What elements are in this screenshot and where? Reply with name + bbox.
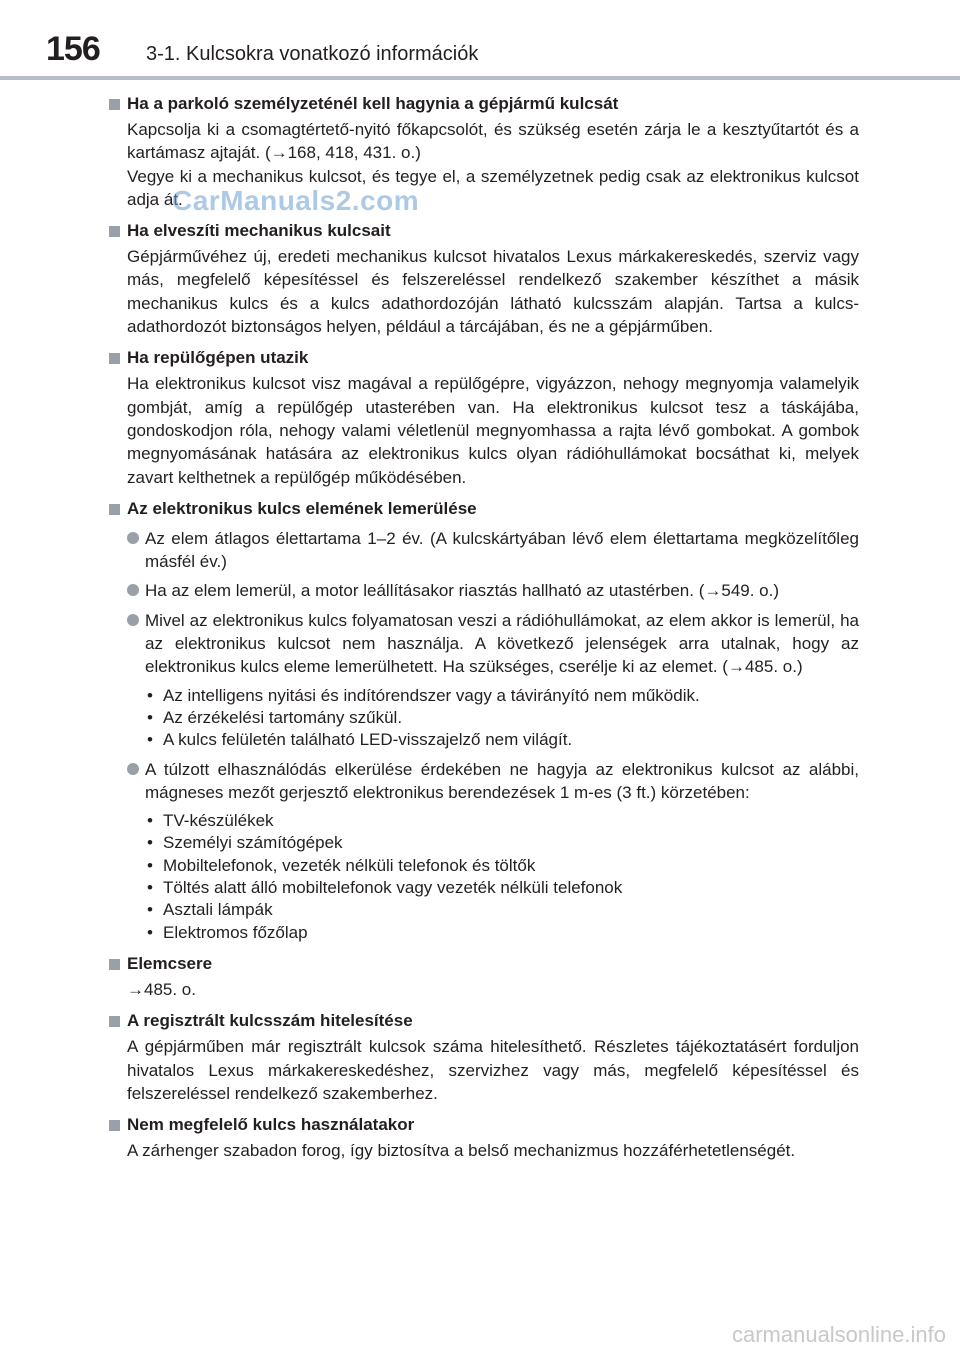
section-title: 3-1. Kulcsokra vonatkozó információk: [146, 43, 479, 65]
square-bullet-icon: [109, 226, 120, 237]
section-heading: Elemcsere: [127, 953, 213, 973]
section-heading: Ha repülőgépen utazik: [127, 348, 309, 368]
page-header: [0, 0, 960, 80]
bullet-item: • A kulcs felületén található LED-visszajelző nem világít.: [147, 730, 573, 750]
section-wrong-key: [107, 1113, 859, 1162]
square-bullet-icon: [109, 1120, 120, 1131]
paragraph: Gépjárművéhez új, eredeti mechanikus kulcsot hivatalos Lexus márkakereskedés, szerviz vagy más, megfelelő képesítéssel és felszereléssel rendelkező szakember készíthet a másik mechanikus kulcs és a kulcs adathordozóján látható kulcsszám alapján. Tartsa a kulcs-adathordozót biztonságos helyen, például a tárcájában, és ne a gépjárműben.: [127, 247, 859, 337]
list-item: Mivel az elektronikus kulcs folyamatosan veszi a rádióhullámokat, az elem akkor is lemerül, ha az elektronikus kulcsot nem használja. A következő jelenségek arra utalnak, hogy az elektronikus kulcs eleme lemerülhetett. Ha szükséges, cserélje ki az elemet. (→485. o.) • Az intelligens nyitási és indítórendszer vagy a távirányító nem működik. • Az érzékelési tartomány szűkül. • A kulcs felületén található LED-visszajelző nem világít.: [107, 609, 859, 752]
list-item: Az elem átlagos élettartama 1–2 év. (A kulcskártyában lévő elem élettartama megközelítőleg másfél év.): [107, 527, 859, 574]
section-battery-replacement: [107, 952, 859, 1001]
page-number: 156: [46, 30, 100, 68]
list-item: Ha az elem lemerül, a motor leállításakor riasztás hallható az utastérben. (→549. o.): [107, 579, 859, 602]
section-heading: Nem megfelelő kulcs használatakor: [127, 1115, 415, 1135]
footer-watermark: carmanualsonline.info: [731, 1322, 946, 1347]
bullet-item: • Töltés alatt álló mobiltelefonok vagy vezeték nélküli telefonok: [147, 878, 623, 898]
watermark: CarManuals2.com: [172, 185, 420, 216]
circle-bullet-icon: [127, 532, 139, 544]
square-bullet-icon: [109, 959, 120, 970]
section-airplane: [107, 346, 859, 488]
circle-bullet-icon: [127, 763, 139, 775]
bullet-item: • Mobiltelefonok, vezeték nélküli telefonok és töltők: [147, 855, 536, 875]
circle-bullet-icon: [127, 584, 139, 596]
section-heading: Az elektronikus kulcs elemének lemerülése: [127, 498, 477, 518]
page-reference-link[interactable]: →485. o.: [127, 979, 196, 999]
bullet-item: • Az érzékelési tartomány szűkül.: [147, 707, 403, 727]
circle-bullet-icon: [127, 614, 139, 626]
device-list: [145, 810, 859, 944]
section-lost-keys: [107, 219, 859, 338]
section-heading: Ha a parkoló személyzeténél kell hagynia a gépjármű kulcsát: [127, 94, 619, 113]
list-item: A túlzott elhasználódás elkerülése érdekében ne hagyja az elektronikus kulcsot az alábbi, mágneses mezőt gerjesztő elektronikus berendezések 1 m-es (3 ft.) körzetében: • TV-készülékek • Személyi számítógépek • Mobiltelefonok, vezeték nélküli telefonok és töltők • Töltés alatt álló mobiltelefonok vagy vezeték nélküli telefonok • Asztali lámpák • Elektromos főzőlap: [107, 758, 859, 944]
paragraph: Kapcsolja ki a csomagtértető-nyitó főkapcsolót, és szükség esetén zárja le a kesztyűtartót és a kartámasz ajtaját. (→168, 418, 431. o.): [127, 120, 859, 163]
section-heading: Ha elveszíti mechanikus kulcsait: [127, 221, 391, 241]
section-key-verification: [107, 1009, 859, 1105]
symptom-list: [145, 685, 859, 752]
bullet-item: • Személyi számítógépek: [147, 833, 343, 853]
page-content: [107, 92, 859, 1170]
paragraph: Vegye ki a mechanikus kulcsot, és tegye el, a személyzetnek pedig csak az elektronikus kulcsot adja át.: [127, 166, 859, 209]
section-heading: A regisztrált kulcsszám hitelesítése: [127, 1011, 413, 1031]
bullet-item: • Az intelligens nyitási és indítórendszer vagy a távirányító nem működik.: [147, 685, 700, 705]
paragraph: Ha elektronikus kulcsot visz magával a repülőgépre, vigyázzon, nehogy megnyomja valamelyik gombját, amíg a repülőgép utasterében van. Ha elektronikus kulcsot tesz a táskájába, gondoskodjon róla, nehogy valami véletlenül megnyomhassa a rajta lévő gombokat. A gombok megnyomásának hatására az elektronikus kulcs olyan rádióhullámokat bocsáthat ki, melyek zavart kelthetnek a repülőgép működésében.: [127, 374, 859, 487]
paragraph: A zárhenger szabadon forog, így biztosítva a belső mechanizmus hozzáférhetetlenségét.: [127, 1141, 796, 1161]
section-battery-depletion: [107, 497, 859, 944]
square-bullet-icon: [109, 353, 120, 364]
square-bullet-icon: [109, 504, 120, 515]
bullet-item: • TV-készülékek: [147, 811, 274, 831]
bullet-item: • Elektromos főzőlap: [147, 922, 308, 942]
square-bullet-icon: [109, 99, 120, 110]
header-rule: [0, 76, 960, 80]
bullet-item: • Asztali lámpák: [147, 900, 273, 920]
square-bullet-icon: [109, 1016, 120, 1027]
paragraph: A gépjárműben már regisztrált kulcsok száma hitelesíthető. Részletes tájékoztatásért forduljon hivatalos Lexus márkakereskedéshez, szervizhez vagy más, megfelelő képesítéssel és felszereléssel rendelkező szakemberhez.: [127, 1037, 859, 1103]
